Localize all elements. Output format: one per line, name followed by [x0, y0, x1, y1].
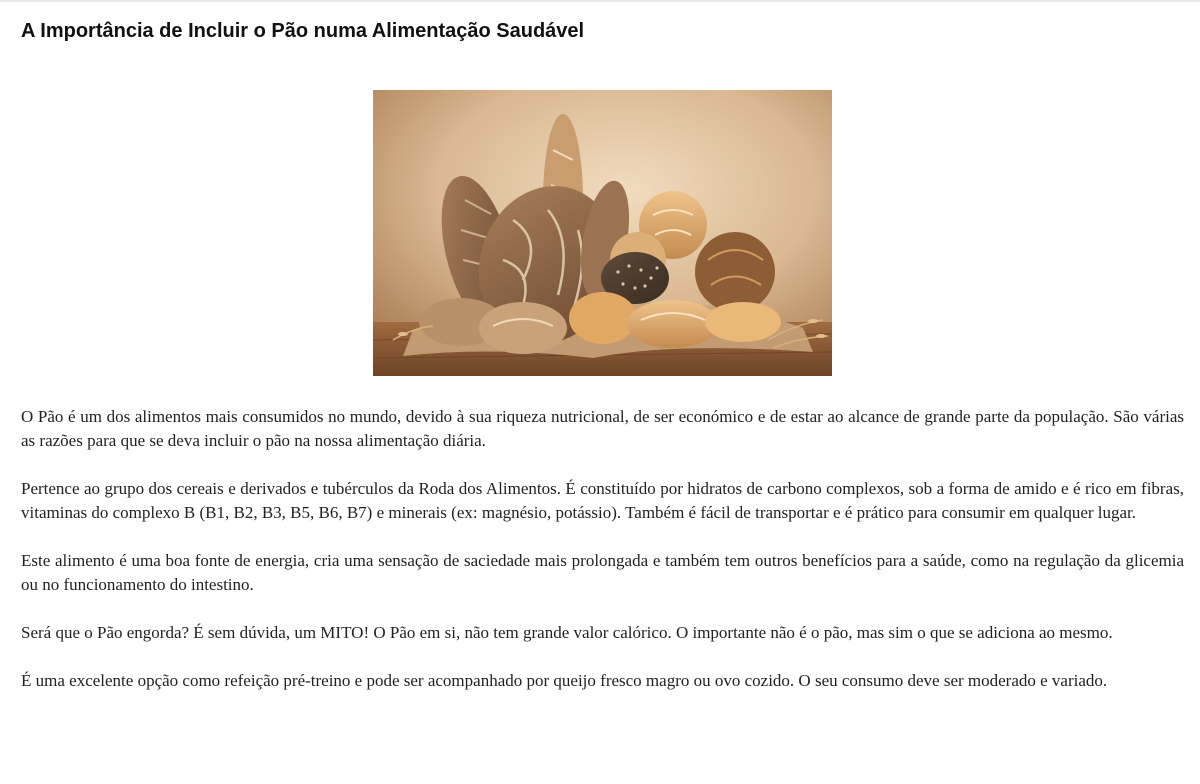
paragraph-intro: O Pão é um dos alimentos mais consumidos no mundo, devido à sua riqueza nutricional, de ser económico e de estar ao alcance de grande parte da população. São várias as razões para que se deva incluir o pão na nossa alimentação diária.: [21, 407, 1184, 450]
article-title: A Importância de Incluir o Pão numa Alimentação Saudável: [21, 20, 585, 42]
paragraph-nutrition: Pertence ao grupo dos cereais e derivados e tubérculos da Roda dos Alimentos. É constituído por hidratos de carbono complexos, sob a forma de amido e é rico em fibras, vitaminas do complexo B (B1, B2, B3, B5, B6, B7) e minerais (ex: magnésio, potássio). Também é fácil de transportar e é prático para consumir em qualquer lugar.: [21, 479, 1184, 522]
article-body: [21, 405, 1184, 717]
article: [21, 0, 1184, 690]
paragraph-myth: Será que o Pão engorda? É sem dúvida, um MITO! O Pão em si, não tem grande valor calórico. O importante não é o pão, mas sim o que se adiciona ao mesmo.: [21, 623, 1113, 642]
bread-photo: [373, 90, 832, 376]
paragraph-benefits: Este alimento é uma boa fonte de energia, cria uma sensação de saciedade mais prolongada e também tem outros benefícios para a saúde, como na regulação da glicemia ou no funcionamento do intestino.: [21, 551, 1184, 594]
paragraph-pre-workout: É uma excelente opção como refeição pré-treino e pode ser acompanhado por queijo fresco magro ou ovo cozido. O seu consumo deve ser moderado e variado.: [21, 671, 1108, 690]
